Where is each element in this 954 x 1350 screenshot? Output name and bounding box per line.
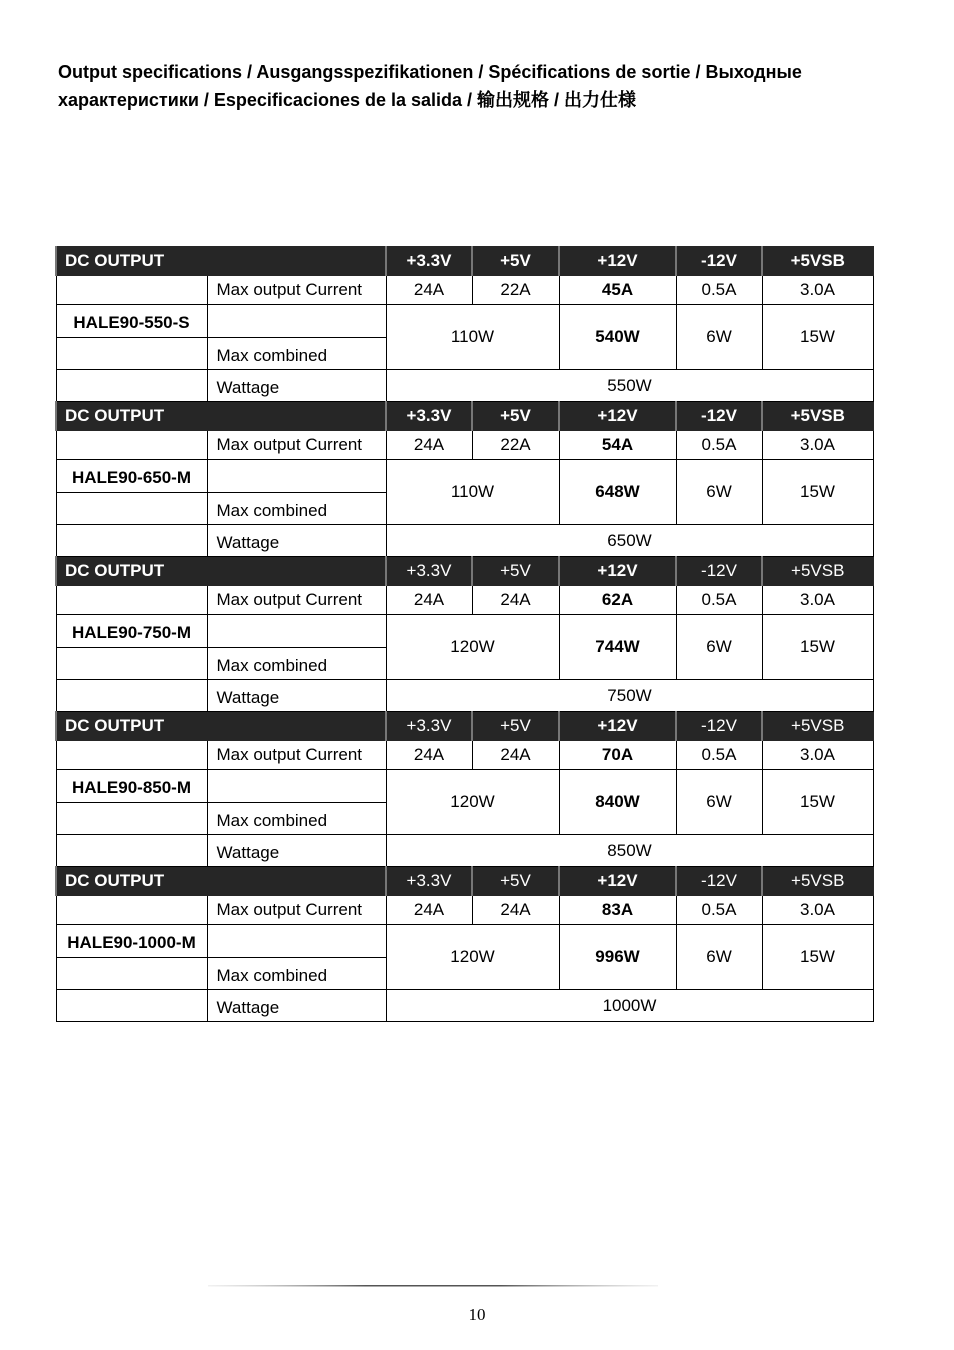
current-value: 0.5A [676,586,762,615]
max-combined-label: Max combined [207,648,386,680]
model-cell-empty [56,648,207,680]
dc-output-title: DC OUTPUT [56,402,386,431]
current-value: 24A [386,276,472,305]
dc-output-title: DC OUTPUT [56,712,386,741]
rail-header-4: +5VSB [762,867,873,896]
current-value: 0.5A [676,741,762,770]
rail-header-0: +3.3V [386,402,472,431]
wattage-row [56,525,873,557]
rail-header-1: +5V [472,712,559,741]
combined-n12-value: 6W [676,925,762,990]
combined-5vsb-value: 15W [762,615,873,680]
dc-output-header-row [56,867,873,896]
combined-n12-value: 6W [676,770,762,835]
combined-n12-value: 6W [676,460,762,525]
max-output-current-label: Max output Current [207,586,386,615]
wattage-value: 550W [386,370,873,402]
max-output-current-row [56,276,873,305]
model-cell-empty [56,958,207,990]
model-cell-empty [56,276,207,305]
label-cell-empty [207,770,386,803]
model-cell-empty [56,741,207,770]
current-value: 0.5A [676,896,762,925]
combined-33-5-value: 120W [386,770,559,835]
rail-header-0: +3.3V [386,557,472,586]
current-value: 3.0A [762,431,873,460]
model-name: HALE90-650-M [56,460,207,493]
rail-header-2: +12V [559,557,676,586]
rail-header-2: +12V [559,402,676,431]
current-value: 83A [559,896,676,925]
current-value: 24A [472,741,559,770]
wattage-label: Wattage [207,370,386,402]
label-cell-empty [207,460,386,493]
label-cell-empty [207,305,386,338]
model-name: HALE90-850-M [56,770,207,803]
wattage-label: Wattage [207,680,386,712]
wattage-row [56,835,873,867]
current-value: 45A [559,276,676,305]
current-value: 62A [559,586,676,615]
dc-output-title: DC OUTPUT [56,867,386,896]
wattage-label: Wattage [207,990,386,1022]
model-name: HALE90-750-M [56,615,207,648]
wattage-value: 850W [386,835,873,867]
wattage-label: Wattage [207,835,386,867]
rail-header-3: -12V [676,712,762,741]
combined-12-value: 996W [559,925,676,990]
current-value: 22A [472,431,559,460]
current-value: 0.5A [676,276,762,305]
combined-33-5-value: 120W [386,925,559,990]
model-cell-empty [56,803,207,835]
model-row [56,615,873,648]
combined-12-value: 648W [559,460,676,525]
model-row [56,770,873,803]
rail-header-0: +3.3V [386,712,472,741]
max-combined-label: Max combined [207,493,386,525]
rail-header-4: +5VSB [762,557,873,586]
dc-output-header-row [56,247,873,276]
current-value: 3.0A [762,741,873,770]
model-cell-empty [56,990,207,1022]
combined-12-value: 540W [559,305,676,370]
combined-33-5-value: 110W [386,305,559,370]
max-output-current-row [56,586,873,615]
combined-12-value: 840W [559,770,676,835]
model-cell-empty [56,493,207,525]
rail-header-4: +5VSB [762,712,873,741]
wattage-value: 1000W [386,990,873,1022]
rail-header-1: +5V [472,247,559,276]
combined-5vsb-value: 15W [762,925,873,990]
current-value: 3.0A [762,276,873,305]
wattage-row [56,370,873,402]
current-value: 0.5A [676,431,762,460]
current-value: 24A [386,896,472,925]
rail-header-4: +5VSB [762,247,873,276]
combined-12-value: 744W [559,615,676,680]
model-cell-empty [56,680,207,712]
max-output-current-label: Max output Current [207,741,386,770]
rail-header-0: +3.3V [386,867,472,896]
model-cell-empty [56,586,207,615]
combined-n12-value: 6W [676,615,762,680]
dc-output-title: DC OUTPUT [56,557,386,586]
wattage-value: 750W [386,680,873,712]
combined-33-5-value: 120W [386,615,559,680]
rail-header-3: -12V [676,402,762,431]
combined-5vsb-value: 15W [762,460,873,525]
rail-header-2: +12V [559,247,676,276]
heading-line-1: Output specifications / Ausgangsspezifikationen / Spécifications de sortie / Выходные [58,62,802,82]
dc-output-header-row [56,402,873,431]
max-combined-label: Max combined [207,803,386,835]
model-name: HALE90-1000-M [56,925,207,958]
model-cell-empty [56,431,207,460]
rail-header-1: +5V [472,402,559,431]
rail-header-3: -12V [676,867,762,896]
rail-header-3: -12V [676,557,762,586]
current-value: 24A [472,586,559,615]
model-row [56,460,873,493]
max-combined-label: Max combined [207,338,386,370]
dc-output-header-row [56,712,873,741]
max-output-current-label: Max output Current [207,896,386,925]
rail-header-1: +5V [472,867,559,896]
current-value: 24A [386,586,472,615]
current-value: 22A [472,276,559,305]
combined-5vsb-value: 15W [762,770,873,835]
max-output-current-row [56,741,873,770]
page-heading [58,58,898,114]
current-value: 3.0A [762,896,873,925]
current-value: 24A [472,896,559,925]
current-value: 3.0A [762,586,873,615]
max-output-current-label: Max output Current [207,431,386,460]
heading-line-2: характеристики / Especificaciones de la salida / 输出规格 / 出力仕様 [58,90,637,110]
wattage-row [56,680,873,712]
model-cell-empty [56,370,207,402]
model-cell-empty [56,338,207,370]
model-row [56,925,873,958]
dc-output-title: DC OUTPUT [56,247,386,276]
model-cell-empty [56,896,207,925]
rail-header-3: -12V [676,247,762,276]
max-output-current-row [56,431,873,460]
wattage-value: 650W [386,525,873,557]
max-output-current-row [56,896,873,925]
rail-header-2: +12V [559,867,676,896]
combined-n12-value: 6W [676,305,762,370]
current-value: 70A [559,741,676,770]
model-cell-empty [56,835,207,867]
wattage-label: Wattage [207,525,386,557]
wattage-row [56,990,873,1022]
model-cell-empty [56,525,207,557]
rail-header-1: +5V [472,557,559,586]
current-value: 54A [559,431,676,460]
current-value: 24A [386,431,472,460]
dc-output-header-row [56,557,873,586]
max-combined-label: Max combined [207,958,386,990]
model-name: HALE90-550-S [56,305,207,338]
output-spec-table [55,246,874,1022]
rail-header-4: +5VSB [762,402,873,431]
current-value: 24A [386,741,472,770]
rail-header-0: +3.3V [386,247,472,276]
model-row [56,305,873,338]
label-cell-empty [207,925,386,958]
max-output-current-label: Max output Current [207,276,386,305]
rail-header-2: +12V [559,712,676,741]
combined-5vsb-value: 15W [762,305,873,370]
output-spec-body [56,247,873,1022]
combined-33-5-value: 110W [386,460,559,525]
page-number: 10 [468,1305,486,1324]
label-cell-empty [207,615,386,648]
footer-divider [208,1284,658,1288]
